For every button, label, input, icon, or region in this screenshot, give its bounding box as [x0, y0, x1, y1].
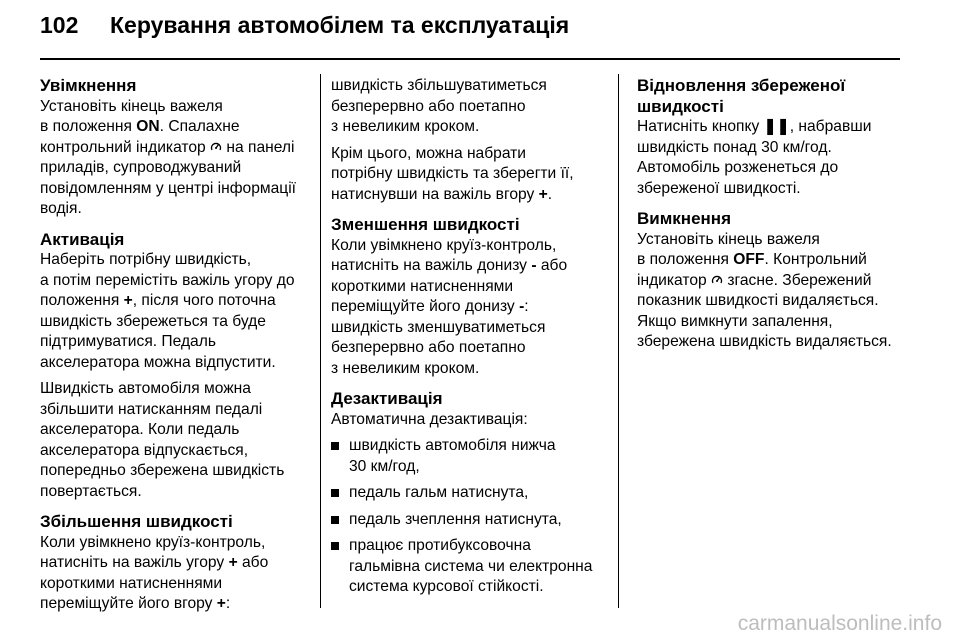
text-line: акселератора відпускається,	[40, 441, 249, 459]
list-item	[331, 510, 606, 531]
text-line: Коли увімкнено круїз-контроль,	[40, 533, 266, 551]
text-span: натиснувши на важіль вгору	[331, 185, 539, 203]
text-line	[331, 185, 606, 206]
text-line: короткими натисненнями	[40, 574, 223, 592]
section-deactivation	[331, 389, 606, 598]
paragraph	[331, 410, 606, 431]
column-1	[40, 76, 308, 625]
bullet-list	[331, 436, 606, 598]
text-line: акселератора. Коли педаль	[40, 421, 240, 438]
text-span: , набравши	[789, 118, 872, 135]
pause-icon: ❚❚	[763, 118, 790, 135]
header-rule	[40, 58, 900, 60]
cruise-control-icon	[711, 274, 723, 286]
section-resume-speed	[637, 76, 907, 199]
list-item	[331, 536, 606, 598]
page-number: 102	[40, 12, 79, 38]
minus-symbol: -	[519, 298, 525, 315]
text-line: гальмівна система чи електронна	[349, 557, 593, 575]
column-2	[331, 76, 606, 608]
heading-line: Відновлення збереженої	[637, 76, 846, 95]
watermark: carmanualsonline.info	[737, 612, 942, 635]
text-span: . Контрольний	[764, 251, 867, 268]
section-activation-on	[40, 76, 308, 220]
text-line: швидкість автомобіля нижча	[349, 437, 556, 454]
section-heading: Вимкнення	[637, 209, 731, 228]
on-label: ON	[136, 118, 160, 135]
text-line	[40, 138, 308, 159]
text-line: Швидкість автомобіля можна	[40, 380, 251, 397]
section-switch-off	[637, 209, 907, 353]
text-line	[40, 117, 308, 138]
text-span: контрольний індикатор	[40, 138, 211, 156]
off-label: OFF	[733, 251, 765, 268]
section-continued	[331, 76, 606, 205]
text-span: .	[547, 185, 553, 203]
text-span: в положення	[637, 251, 734, 268]
section-heading: Зменшення швидкості	[331, 215, 520, 234]
text-line: система курсової стійкості.	[349, 578, 544, 595]
text-line: приладів, супроводжуваний	[40, 159, 242, 176]
section-heading: Дезактивація	[331, 389, 443, 408]
text-line: з невеликим кроком.	[331, 118, 480, 135]
paragraph	[331, 76, 606, 138]
text-line	[331, 297, 606, 318]
column-3	[637, 76, 907, 363]
text-line: швидкість понад 30 км/год.	[637, 138, 832, 156]
text-line	[331, 256, 606, 277]
text-span: :	[524, 298, 529, 315]
text-span: Натисніть кнопку	[637, 118, 764, 135]
text-line: безперервно або поетапно	[331, 339, 526, 356]
text-span: , після чого поточна	[132, 292, 276, 309]
plus-symbol: +	[228, 554, 238, 571]
text-line: водія.	[40, 200, 82, 217]
text-line: збереженої швидкості.	[637, 179, 801, 197]
text-line: швидкість збережеться та буде	[40, 312, 266, 330]
text-line: повідомленням у центрі інформації	[40, 179, 297, 197]
text-line: педаль гальм натиснута,	[349, 484, 529, 501]
text-line	[637, 250, 907, 271]
text-line: показник швидкості видаляється.	[637, 292, 879, 309]
text-line	[637, 271, 907, 292]
list-item	[331, 483, 606, 504]
section-activation	[40, 230, 308, 503]
text-line: працює протибуксовочна	[349, 537, 531, 554]
text-span: натисніть на важіль угору	[40, 554, 229, 571]
plus-symbol: +	[123, 292, 133, 309]
text-line: Наберіть потрібну швидкість,	[40, 251, 252, 268]
text-line	[40, 594, 308, 615]
text-line: короткими натисненнями	[331, 277, 514, 295]
text-line: Установіть кінець важеля	[40, 97, 223, 115]
paragraph	[40, 250, 308, 373]
paragraph	[331, 144, 606, 206]
section-heading: Активація	[40, 229, 125, 249]
section-decrease-speed	[331, 215, 606, 379]
text-line	[40, 553, 308, 574]
text-line: швидкість збільшуватиметься	[331, 77, 547, 94]
text-line: з невеликим кроком.	[331, 359, 480, 377]
text-line: Автомобіль розженеться до	[637, 159, 839, 176]
text-span: . Спалахне	[159, 118, 240, 135]
paragraph	[40, 379, 308, 502]
section-heading: Увімкнення	[40, 76, 137, 95]
text-span: згасне. Збережений	[723, 271, 872, 289]
text-line: 30 км/год,	[349, 457, 420, 475]
plus-symbol: +	[538, 185, 548, 203]
column-divider-1	[320, 74, 321, 608]
list-item	[331, 436, 606, 477]
text-line: збережена швидкість видаляється.	[637, 333, 892, 350]
text-span: на панелі	[222, 138, 295, 156]
text-line: Крім цього, можна набрати	[331, 144, 527, 162]
text-line: Автоматична дезактивація:	[331, 410, 528, 428]
text-line: Коли увімкнено круїз-контроль,	[331, 236, 557, 254]
section-heading	[637, 76, 907, 117]
text-line: потрібну швидкість та зберегти її,	[331, 165, 574, 182]
text-span: положення	[40, 292, 124, 309]
column-divider-2	[618, 74, 619, 608]
text-span: натисніть на важіль донизу	[331, 257, 532, 274]
text-span: в положення	[40, 118, 137, 135]
text-span: індикатор	[637, 271, 712, 289]
text-line: повертається.	[40, 482, 142, 500]
text-span: або	[237, 554, 269, 571]
text-line: Якщо вимкнути запалення,	[637, 312, 833, 330]
cruise-control-icon	[210, 141, 222, 153]
section-increase-speed	[40, 512, 308, 615]
text-line	[40, 291, 308, 312]
text-line: підтримуватися. Педаль	[40, 333, 216, 350]
text-line: акселератора можна відпустити.	[40, 353, 276, 371]
plus-symbol: +	[216, 595, 226, 612]
text-line	[637, 117, 907, 138]
text-line: швидкість зменшуватиметься	[331, 318, 546, 336]
text-line: збільшити натисканням педалі	[40, 400, 263, 418]
minus-symbol: -	[531, 257, 537, 274]
text-span: або	[536, 257, 568, 274]
text-line: безперервно або поетапно	[331, 97, 526, 115]
section-heading: Збільшення швидкості	[40, 512, 233, 531]
page-title: Керування автомобілем та експлуатація	[110, 12, 570, 38]
heading-line: швидкості	[637, 96, 724, 116]
text-line: педаль зчеплення натиснута,	[349, 510, 562, 528]
text-line: Установіть кінець важеля	[637, 230, 820, 248]
text-span: переміщуйте його донизу	[331, 298, 520, 315]
text-span: переміщуйте його вгору	[40, 595, 217, 612]
text-line: попередньо збережена швидкість	[40, 462, 285, 479]
text-span: :	[225, 595, 231, 612]
text-line: а потім перемістіть важіль угору до	[40, 271, 295, 289]
